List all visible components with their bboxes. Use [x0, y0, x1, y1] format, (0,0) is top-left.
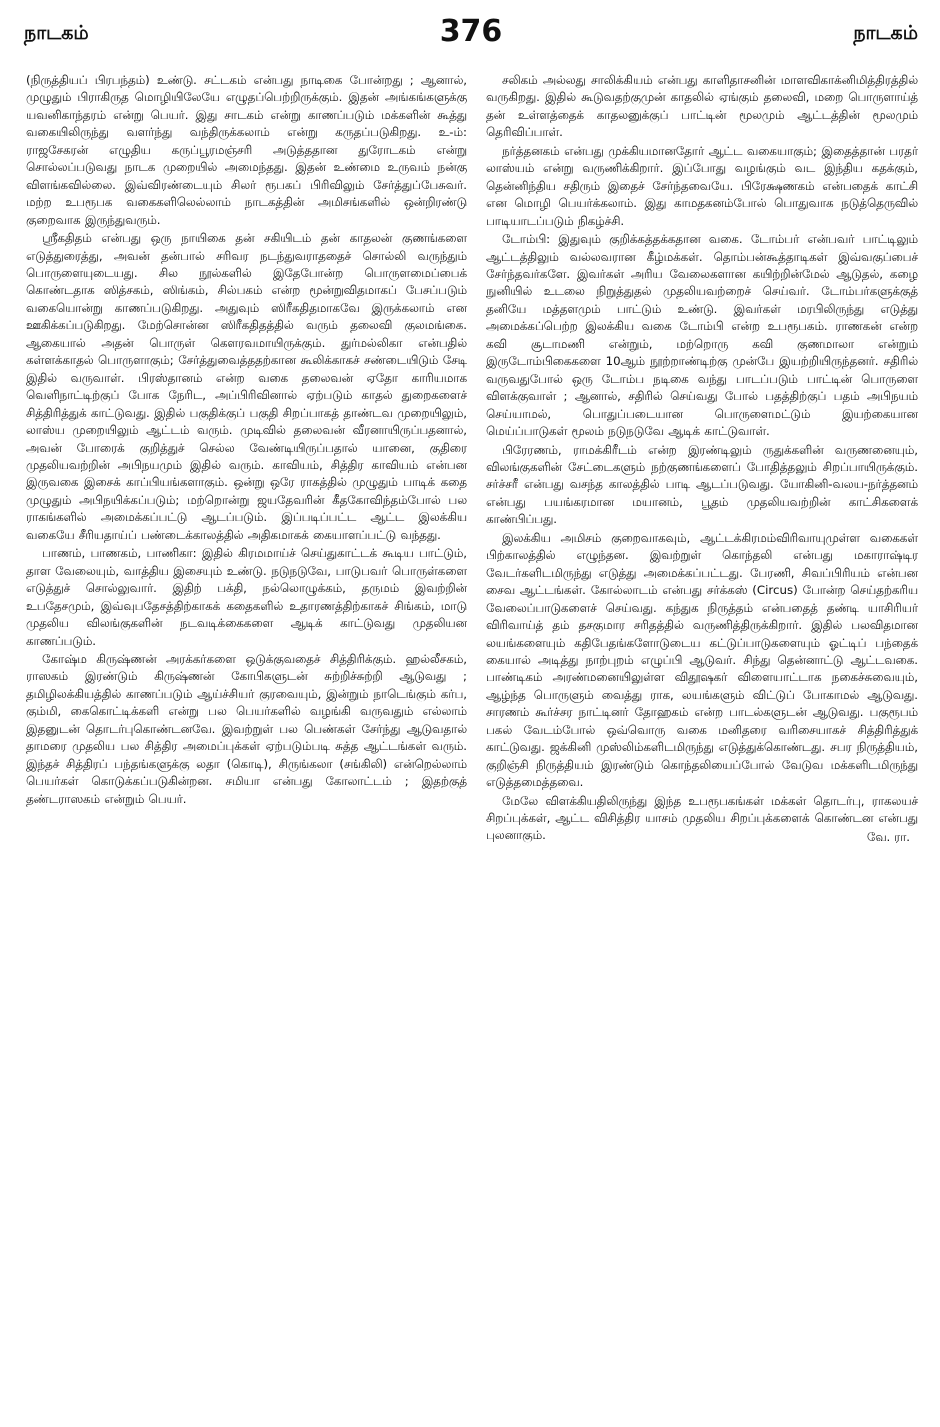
page-number: 376	[439, 14, 503, 49]
paragraph: (நிருத்தியப் பிரபந்தம்) உண்டு. சட்டகம் என்பது நாடிகை போன்றது ; ஆனால், முழுதும் பிராகிருத மொழியிலேயே எழுதப்பெற்றிருக்கும். இதன் அங்கங்களுக்கு யவனிகாந்தரம் என்று பெயர். இது சாடகம் என்று காணப்படும் மக்களின் கூத்து வகையிலிருந்து வளர்ந்து வந்திருக்கலாம் என்று கருதப்படுகிறது. உ-ம்: ராஜசேகரன் எழுதிய கருப்பூரமஞ்சரி அடுத்ததான துரோடகம் என்று சொல்லப்படுவது நாடக முறையில் அமைந்தது. இதன் உண்மை உருவம் நன்கு விளங்கவில்லை. இவ்விரண்டையும் சிலர் ரூபகப் பிரிவிலும் சேர்த்துப்பேசுவர். மற்ற உபரூபக வகைகளிலெல்லாம் நாடகத்தின் அமிசங்களில் ஒன்றிரண்டு குறைவாக இருந்துவரும்.	[26, 73, 467, 227]
paragraph: பிரேரணம், ராமக்கிரீடம் என்ற இரண்டிலும் ருதுக்களின் வருணனையும், விலங்குகளின் சேட்டைகளும் நற்குணங்களைப் போதித்தலும் சிறப்பாயிருக்கும். சர்ச்சரீ என்பது வசந்த காலத்தில் பாடி ஆடப்படுவது. யோகினி-வலய-நர்த்தனம் என்பது பயங்கரமான மயானம், பூதம் முதலியவற்றின் காட்சிகளைக் காண்பிப்பது.	[486, 442, 918, 527]
paragraph: நர்த்தனகம் என்பது முக்கியமானதோர் ஆட்ட வகையாகும்; இதைத்தான் பரதர் லாஸ்யம் என்று வருணிக்கிறார். இப்போது வழங்கும் வட இந்திய கதக்கும், தென்னிந்திய சதிரும் இதைச் சேர்ந்தவையே. பிரேக்ஷணகம் என்பதைக் காட்சி என மொழி பெயர்க்கலாம். இது காமதகனம்போல் பொதுவாக நடுத்தெருவில் பாடியாடப்படும் நிகழ்ச்சி.	[486, 143, 918, 228]
running-head-left: நாடகம்	[24, 22, 89, 44]
page-header	[24, 14, 918, 54]
author-signature: வே. ரா.	[866, 829, 910, 844]
paragraph: சலிகம் அல்லது சாலிக்கியம் என்பது காளிதாசனின் மாளவிகாக்னிமித்திரத்தில் வருகிறது. இதில் கூடுவதற்குமுன் காதலில் ஏங்கும் தலைவி, மறை பொருளாய்த் தன் உள்ளத்தைக் காதலனுக்குப் பாட்டின் மூலமும் ஆட்டத்தின் மூலமும் தெரிவிப்பாள்.	[486, 73, 918, 140]
running-head-right: நாடகம்	[853, 22, 918, 44]
paragraph: கோஷ்ம கிருஷ்ணன் அரக்கர்களை ஒடுக்குவதைச் சித்திரிக்கும். ஹல்லீசகம், ராஸகம் இரண்டும் கிருஷ்ணன் கோபிகளுடன் சுற்றிச்சுற்றி ஆடுவது ; தமிழிலக்கியத்தில் காணப்படும் ஆய்ச்சியர் குரவையும், இன்றும் நாடெங்கும் கர்ப, கும்மி, கைகொட்டிக்களி என்று பல பெயர்களில் வழங்கி வருவதும் எல்லாம் இதனுடன் தொடர்புகொண்டனவே. இவற்றுள் பல பெண்கள் சேர்ந்து ஆடுவதால் தாமரை முதலிய பல சித்திர அமைப்புக்கள் ஏற்படும்படி சுத்த ஆட்டங்கள் வரும். இந்தச் சித்திரப் பந்தங்களுக்கு லதா (கொடி), சிருங்கலா (சங்கிலி) என்றெல்லாம் பெயர்கள் கொடுக்கப்படுகின்றன. சமியா என்பது கோலாட்டம் ; இதற்குத் தண்டராஸகம் என்றும் பெயர்.	[26, 651, 467, 806]
paragraph: மேலே விளக்கியதிலிருந்து இந்த உபரூபகங்கள் மக்கள் தொடர்பு, ராகலயச் சிறப்புக்கள், ஆட்ட விசித்திர யாசம் முதலிய சிறப்புக்களைக் கொண்டன என்பது புலனாகும்.	[486, 793, 918, 843]
paragraph: ஸ்ரீகதிதம் என்பது ஒரு நாயிகை தன் சகியிடம் தன் காதலன் குணங்களை எடுத்துரைத்து, அவன் தன்பால் சரிவர நடந்துவராததைச் சொல்லி வருந்தும் பொருளையுடையது. சில நூல்களில் இதேபோன்ற பொருளமைப்பைக் கொண்டதாக ஸித்சகம், ஸிங்கம், சில்பகம் என்ற மூன்றுவிதமாகப் பேசப்படும் வகையொன்று காணப்படுகிறது. அதுவும் ஸிரீகதிதமாகவே இருக்கலாம் என ஊகிக்கப்படுகிறது. மேற்சொன்ன ஸிரீகதிதத்தில் வரும் தலைவி குலமங்கை. ஆகையால் அதன் பொருள் கௌரவமாயிருக்கும். துர்மல்லிகா என்பதில் கள்ளக்காதல் பொருளாகும்; சேர்த்துவைத்ததற்கான கூலிக்காகச் சண்டையிடும் சேடி இதில் வருவாள். பிரஸ்தானம் என்ற வகை தலைவன் ஏதோ காரியமாக வெளிநாட்டிற்குப் போக நேரிட, அப்பிரிவினால் ஏற்படும் காதல் துறைகளைச் சித்திரித்துக் காட்டுவது. இதில் பகுதிக்குப் பகுதி சிறப்பாகத் தாண்டவ முறையிலும், லாஸ்ய முறையிலும் ஆட்டம் வரும். முடிவில் தலைவன் வீரனாயிருப்பதனால், அவன் போரைக் குறித்துச் செல்ல வேண்டியிருப்பதால் யானை, குதிரை முதலியவற்றின் அபிநயமும் இதில் வரும். காவியம், சித்திர காவியம் என்பன இருவகை இசைக் காப்பியங்களாகும். ஒன்று ஒரே ராகத்தில் முழுதும் பாடிக் கதை முழுதும் அபிநயிக்கப்படும்; மற்றொன்று ஜயதேவரின் கீதகோவிந்தம்போல் பல ராகங்களில் அமைக்கப்பட்டு ஆடப்படும். இப்படிப்பட்ட ஆட்ட இலக்கிய வகையே சீரியதாய்ப் பண்டைக்காலத்தில் அதிகமாகக் கையாளப்பட்டு வந்தது.	[26, 231, 467, 542]
paragraph: இலக்கிய அமிசம் குறைவாகவும், ஆட்டக்கிரமம்விரிவாயுமுள்ள வகைகள் பிற்காலத்தில் எழுந்தன. இவற்றுள் கொந்தலி என்பது மகாராஷ்டிர வேடர்களிடமிருந்து எடுத்து அமைக்கப்பட்டது. பேரணி, சிவப்பிரியம் என்பன சைவ ஆட்டங்கள். கோல்லாடம் என்பது சர்க்கஸ் (Circus) போன்ற செய்தற்கரிய வேலைப்பாடுகளைச் செய்வது. கந்துக நிருத்தம் என்பதைத் தண்டி யாசிரியர் விரிவாய்த் தம் தசகுமார சரிதத்தில் வருணித்திருக்கிறார். இதில் பலவிதமான லயங்களையும் கதிபேதங்களோடுடைய கட்டுப்பாடுகளையும் ஓட்டிப் பந்தைக் கையால் அடித்து நாற்புறம் எழுப்பி ஆடுவர். சிந்து தென்னாட்டு ஆட்டவகை. பாண்டிகம் அரண்மனையிலுள்ள விதூஷகர் விளையாட்டாக நகைச்சுவையும், ஆழ்ந்த பொருளும் வைத்து ராக, லயங்களும் விட்டுப் போகாமல் ஆடுவது. சாரணம் கூர்ச்சர நாட்டினர் தோஹகம் என்ற பாடல்களுடன் ஆடுவது. பகுரூபம் பகல் வேடம்போல் ஒவ்வொரு வகை மனிதரை வரிசையாகச் சித்திரித்துக் காட்டுவது. ஜக்கினி முஸ்லிம்களிடமிருந்து எடுத்துக்கொண்டது. சபர நிருத்தியம், குறிஞ்சி நிருத்தியம் இரண்டும் கொந்தலியைப்போல் வேடுவ மக்களிடமிருந்து எடுத்தமைத்தவை.	[486, 530, 918, 790]
right-column	[486, 72, 918, 1417]
paragraph: டோம்பி: இதுவும் குறிக்கத்தக்கதான வகை. டோம்பர் என்பவர் பாட்டிலும் ஆட்டத்திலும் வல்லவரான கீழ்மக்கள். தொம்பன்கூத்தாடிகள் இவ்வகுப்பைச் சேர்ந்தவர்களே. இவர்கள் அரிய வேலைகளான கயிற்றின்மேல் ஆடுதல், கழை நுனியில் உடலை நிறுத்துதல் முதலியவற்றைச் செய்வர். டோம்பர்களுக்குத் தனியே மத்தளமும் பாட்டும் உண்டு. இவர்கள் மரபிலிருந்து எடுத்து அமைக்கப்பெற்ற இலக்கிய வகை டோம்பி என்ற உபரூபகம். ராணகன் என்ற கவி சூடாமணி என்றும், மற்றொரு கவி குணமாலா என்றும் இருடோம்பிகைகளை 10ஆம் நூற்றாண்டிற்கு முன்பே இயற்றியிருந்தனர். சதிரில் வருவதுபோல் ஒரு டோம்ப நடிகை வந்து பாடப்படும் பாட்டின் பொருளை விளக்குவாள் ; ஆனால், சதிரில் செய்வது போல் பதத்திற்குப் பதம் அபிநயம் செய்யாமல், பொதுப்படையான பொருளைமட்டும் இயற்கையான மெய்ப்பாடுகள் மூலம் நடுநடுவே ஆடிக் காட்டுவாள்.	[486, 232, 918, 439]
paragraph: பாணம், பாணகம், பாணிகா: இதில் கிரமமாய்ச் செய்துகாட்டக் கூடிய பாட்டும், தாள வேலையும், வாத்திய இசையும் உண்டு. நடுநடுவே, பாடுபவர் பொருள்களை எடுத்துச் சொல்லுவார். இதிற் பக்தி, நல்லொழுக்கம், தருமம் இவற்றின் உபதேசமும், இவ்வுபதேசத்திற்காகக் கதைகளில் உதாரணத்திற்காகச் சிங்கம், மாடு முதலிய விலங்குகளின் நடவடிக்கைகளை ஆடிக் காட்டுவது முதலியன காணப்படும்.	[26, 546, 467, 648]
left-column	[26, 72, 467, 1417]
